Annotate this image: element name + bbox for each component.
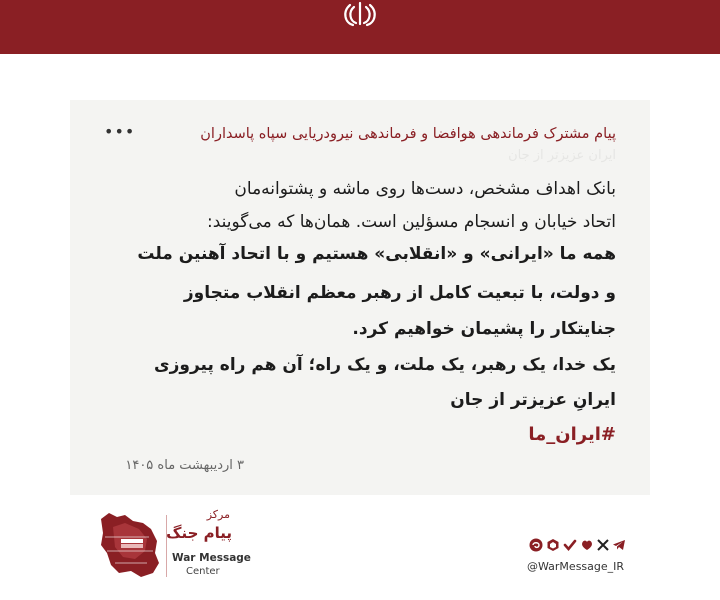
telegram-icon[interactable] xyxy=(612,537,626,551)
emblem-icon xyxy=(340,0,380,28)
message-line: جنایتکار را پشیمان خواهیم کرد. xyxy=(352,319,616,339)
hashtag-link[interactable]: #ایران_ما xyxy=(528,424,616,445)
message-line: و دولت، با تبعیت کامل از رهبر معظم انقلاب متجاوز xyxy=(183,283,616,303)
brand-name-en: War Message xyxy=(172,552,251,564)
top-banner xyxy=(0,0,720,54)
message-line: همه ما «ایرانی» و «انقلابی» هستیم و با اتحاد آهنین ملت xyxy=(137,244,616,264)
rubika-icon[interactable] xyxy=(546,537,560,551)
x-icon[interactable] xyxy=(596,537,610,551)
more-horizontal-icon[interactable]: ••• xyxy=(104,122,136,141)
message-line: یک خدا، یک رهبر، یک ملت، و یک راه؛ آن هم راه پیروزی xyxy=(154,355,616,375)
post-title: پیام مشترک فرماندهی هوافضا و فرماندهی نیرودریایی سپاه پاسداران xyxy=(200,126,616,142)
soroush-icon[interactable] xyxy=(529,537,543,551)
message-line: اتحاد خیابان و انسجام مسؤلین است. همان‌ها که می‌گویند: xyxy=(207,212,616,232)
post-date: ۳ اردیبهشت ماه ۱۴۰۵ xyxy=(125,458,244,473)
ghost-text: ایران عزیزتر از جان xyxy=(508,148,616,163)
eitaa-icon[interactable] xyxy=(580,537,594,551)
brand-name-en-center: Center xyxy=(186,566,220,577)
social-handle[interactable]: @WarMessage_IR xyxy=(527,560,625,573)
brand-name-fa-small: مرکز xyxy=(206,508,230,521)
message-line: ایرانِ عزیزتر از جان xyxy=(450,390,616,410)
bale-icon[interactable] xyxy=(563,537,577,551)
brand-name-fa: پیام جنگ xyxy=(166,524,232,542)
iran-map-logo-icon xyxy=(95,507,170,582)
message-line: بانک اهداف مشخص، دست‌ها روی ماشه و پشتوانه‌مان xyxy=(234,179,616,199)
